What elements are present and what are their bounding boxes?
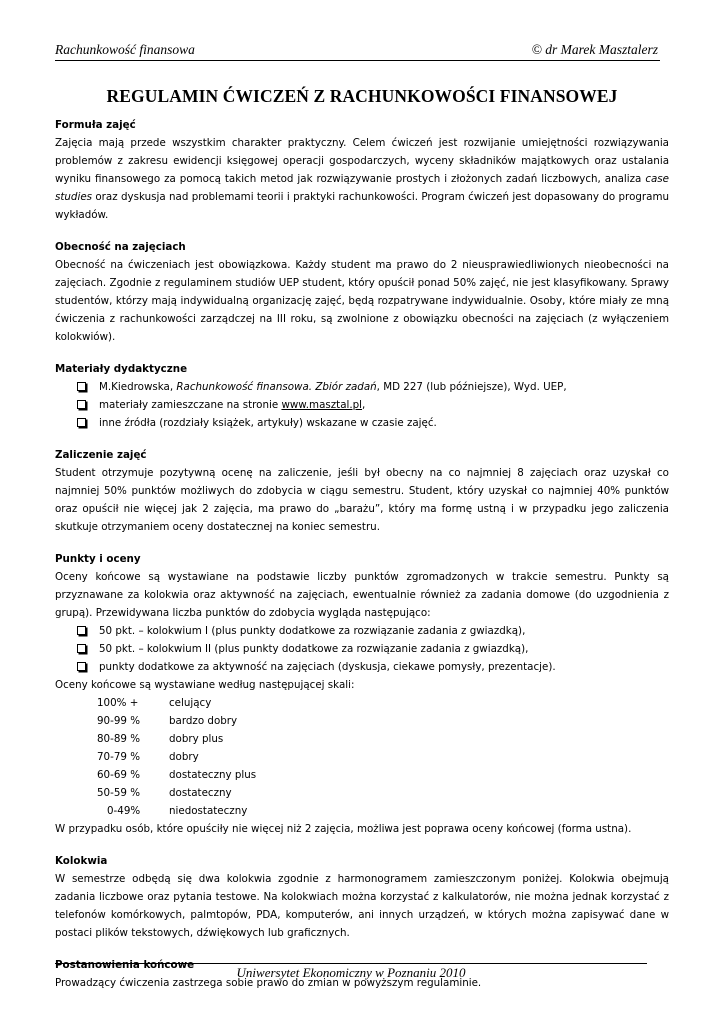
section-text: Zajęcia mają przede wszystkim charakter praktyczny. Celem ćwiczeń jest rozwijanie umiejętności rozwiązywania problemów z zakresu ewidencji księgowej operacji gospodarczych, wyceny składników majątkowych oraz ustalania wyniku finansowego za pomocą takich metod jak rozwiązywanie prostych i złożonych zadań liczbowych, analiza case studies oraz dyskusja nad problemami teorii i praktyki rachunkowości. Program ćwiczeń jest dopasowany do programu wykładów. — [55, 137, 669, 221]
table-row: 50-59 % dostateczny — [97, 787, 232, 799]
table-row: 70-79 % dobry — [97, 751, 199, 763]
checkbox-bullet-icon — [77, 626, 86, 635]
table-row: 100% + celujący — [97, 697, 212, 709]
checkbox-bullet-icon — [77, 662, 86, 671]
checkbox-bullet-icon — [77, 400, 86, 409]
checkbox-bullet-icon — [77, 644, 86, 653]
section-text: Prowadzący ćwiczenia zastrzega sobie prawo do zmian w powyższym regulaminie. — [55, 977, 482, 989]
list-item: materiały zamieszczane na stronie www.masztal.pl, — [77, 396, 669, 414]
page-header — [55, 42, 660, 61]
section-kolokwia — [55, 852, 669, 942]
scale-intro: Oceny końcowe są wystawiane według następującej skali: — [55, 679, 355, 691]
list-item: M.Kiedrowska, Rachunkowość finansowa. Zbiór zadań, MD 227 (lub późniejsze), Wyd. UEP, — [77, 378, 669, 396]
section-zaliczenie — [55, 446, 669, 536]
table-row: 0-49% niedostateczny — [107, 805, 248, 817]
section-text: Obecność na ćwiczeniach jest obowiązkowa. Każdy student ma prawo do 2 nieusprawiedliwionych nieobecności na zajęciach. Zgodnie z regulaminem studiów UEP student, który opuścił ponad 50% zajęć, nie jest klasyfikowany. Sprawy studentów, którzy mają indywidualną organizację zajęć, będą rozpatrywane indywidualnie. Osoby, które miały ze mną ćwiczenia z rachunkowości zarządczej na III roku, są zwolnione z obowiązku obecności na zajęciach (z wyłączeniem kolokwiów). — [55, 259, 669, 343]
materials-list — [55, 378, 669, 432]
section-heading: Kolokwia — [55, 855, 108, 867]
list-item: 50 pkt. – kolokwium II (plus punkty dodatkowe za rozwiązanie zadania z gwiazdką), — [77, 640, 669, 658]
list-item: inne źródła (rozdziały książek, artykuły) wskazane w czasie zajęć. — [77, 414, 669, 432]
header-course-name: Rachunkowość finansowa — [55, 42, 195, 57]
table-row: 80-89 % dobry plus — [97, 733, 224, 745]
section-obecnosc — [55, 238, 669, 346]
section-heading: Formuła zajęć — [55, 119, 136, 131]
list-item: 50 pkt. – kolokwium I (plus punkty dodatkowe za rozwiązanie zadania z gwiazdką), — [77, 622, 669, 640]
checkbox-bullet-icon — [77, 418, 86, 427]
website-link[interactable]: www.masztal.pl — [281, 399, 363, 411]
header-author: © dr Marek Masztalerz — [531, 42, 658, 57]
table-row: 90-99 % bardzo dobry — [97, 715, 238, 727]
section-text: Oceny końcowe są wystawiane na podstawie liczby punktów zgromadzonych w trakcie semestru. Punkty są przyznawane za kolokwia oraz aktywność na zajęciach, ewentualnie również za zadania domowe (do uzgodnienia z grupą). Przewidywana liczba punktów do zdobycia wygląda następująco: — [55, 571, 669, 619]
section-heading: Zaliczenie zajęć — [55, 449, 147, 461]
grade-scale-table — [81, 694, 256, 820]
points-list — [55, 622, 669, 676]
list-item: punkty dodatkowe za aktywność na zajęciach (dyskusja, ciekawe pomysły, prezentacje). — [77, 658, 669, 676]
section-heading: Materiały dydaktyczne — [55, 363, 188, 375]
section-formula — [55, 116, 669, 224]
section-text: W przypadku osób, które opuściły nie więcej niż 2 zajęcia, możliwa jest poprawa oceny końcowej (forma ustna). — [55, 823, 632, 835]
section-heading: Postanowienia końcowe — [55, 959, 195, 971]
document-body — [55, 116, 669, 992]
section-heading: Obecność na zajęciach — [55, 241, 186, 253]
checkbox-bullet-icon — [77, 382, 86, 391]
section-materialy — [55, 360, 669, 432]
section-text: Student otrzymuje pozytywną ocenę na zaliczenie, jeśli był obecny na co najmniej 8 zajęciach oraz uzyskał co najmniej 50% punktów możliwych do zdobycia w ciągu semestru. Student, który uzyskał co najmniej 40% punktów oraz opuścił nie więcej jak 2 zajęcia, ma prawo do „barażu”, który ma formę ustną i w przypadku jego zaliczenia skutkuje otrzymaniem oceny dostatecznej na koniec semestru. — [55, 467, 669, 533]
section-heading: Punkty i oceny — [55, 553, 141, 565]
section-text: W semestrze odbędą się dwa kolokwia zgodnie z harmonogramem zamieszczonym poniżej. Kolokwia obejmują zadania liczbowe oraz pytania testowe. Na kolokwiach można korzystać z kalkulatorów, nie można jednak korzystać z telefonów komórkowych, palmtopów, PDA, komputerów, ani innych urządzeń, w których można zapisywać dane w postaci plików tekstowych, dźwiękowych lub graficznych. — [55, 873, 669, 939]
table-row: 60-69 % dostateczny plus — [97, 769, 257, 781]
document-title: REGULAMIN ĆWICZEŃ Z RACHUNKOWOŚCI FINANSOWEJ — [106, 86, 618, 106]
section-punkty — [55, 550, 669, 838]
page-footer: Uniwersytet Ekonomiczny w Poznaniu 2010 — [55, 963, 647, 981]
